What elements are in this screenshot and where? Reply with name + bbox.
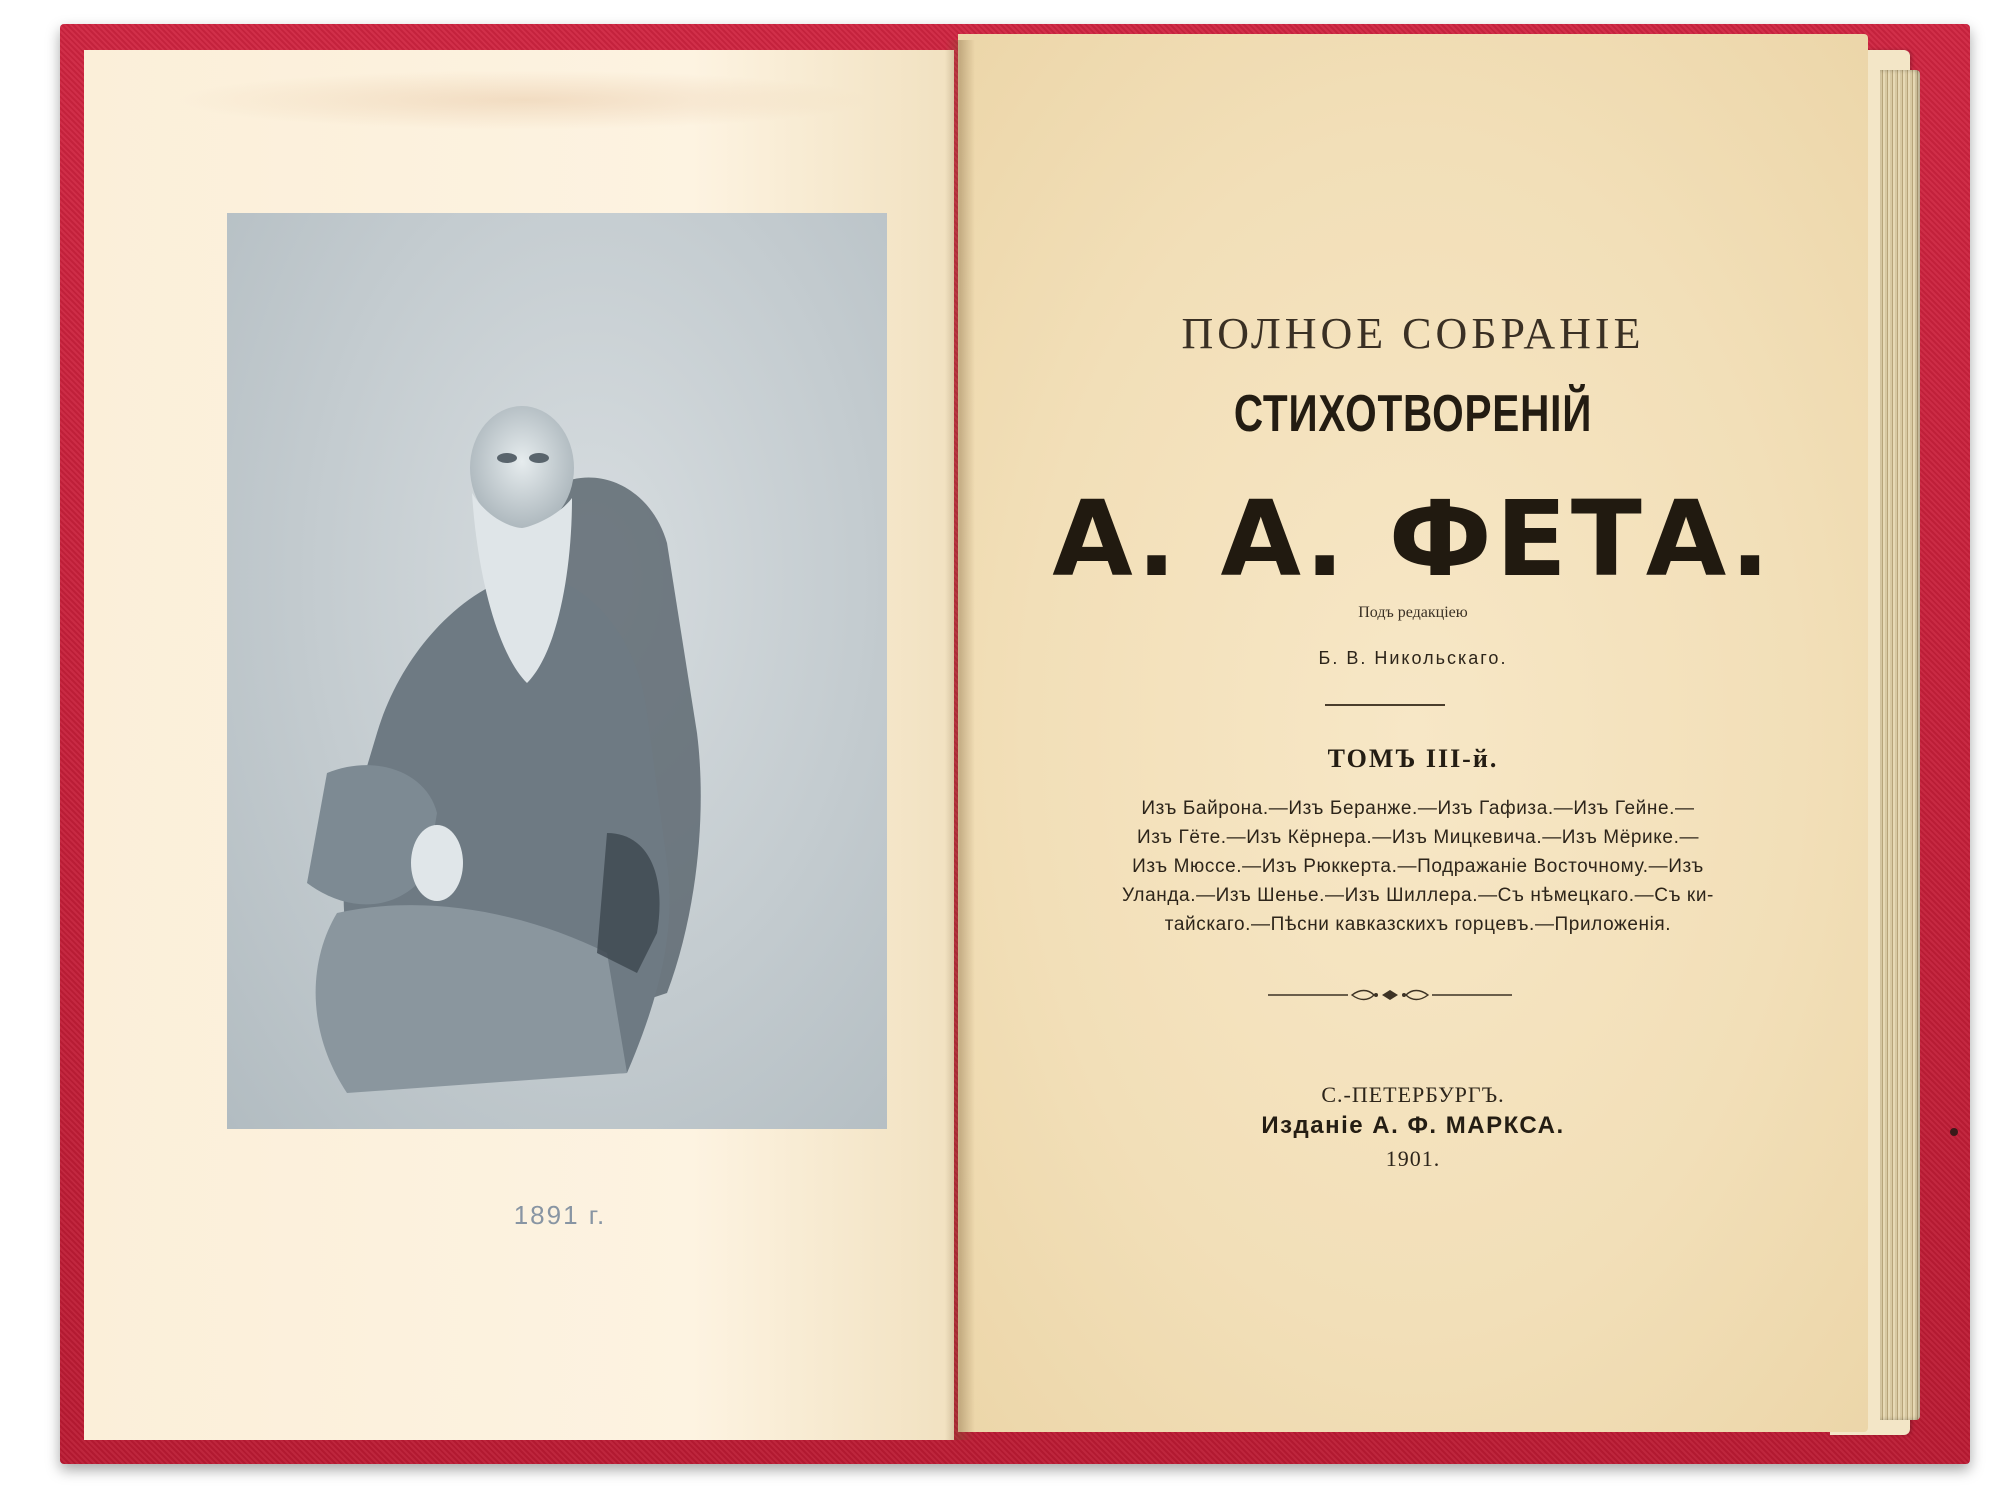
contents-line: Изъ Гёте.—Изъ Кёрнера.—Изъ Мицкевича.—Изъ Мёрике.— [1136,827,1700,848]
portrait-figure [227,213,887,1129]
author-portrait [227,213,887,1129]
publisher: Изданіе А. Ф. МАРКСА. [1261,1112,1565,1139]
contents-line: Изъ Мюссе.—Изъ Рюккерта.—Подражаніе Восточному.—Изъ [1132,856,1704,877]
cover-spot [1950,1128,1958,1136]
title-line-2: СТИХОТВОРЕНІЙ [1233,385,1593,443]
publish-city: С.-ПЕТЕРБУРГЪ. [1321,1082,1505,1107]
contents-list [1058,794,1778,939]
title-rule [1325,704,1445,706]
editor-name: Б. В. Никольскаго. [1318,648,1508,668]
title-line-1: ПОЛНОЕ СОБРАНІЕ [1181,309,1645,358]
volume-label: ТОМЪ III-й. [1327,744,1499,773]
page-stain [174,70,874,130]
portrait-caption: 1891 г. [513,1200,607,1230]
ornament-divider [1268,987,1512,1003]
book-gutter [945,40,975,1440]
right-page [958,34,1868,1432]
author-name: А. А. ФЕТА. [1052,478,1774,600]
editor-prefix: Подъ редакціею [1358,604,1468,621]
contents-line: тайскаго.—Пѣсни кавказскихъ горцевъ.—Приложенія. [1164,914,1672,935]
contents-line: Уланда.—Изъ Шенье.—Изъ Шиллера.—Съ нѣмецкаго.—Съ ки- [1122,885,1714,906]
publish-year: 1901. [1385,1146,1441,1171]
page-block-edges [1880,70,1920,1420]
contents-line: Изъ Байрона.—Изъ Беранже.—Изъ Гафиза.—Изъ Гейне.— [1141,798,1695,819]
